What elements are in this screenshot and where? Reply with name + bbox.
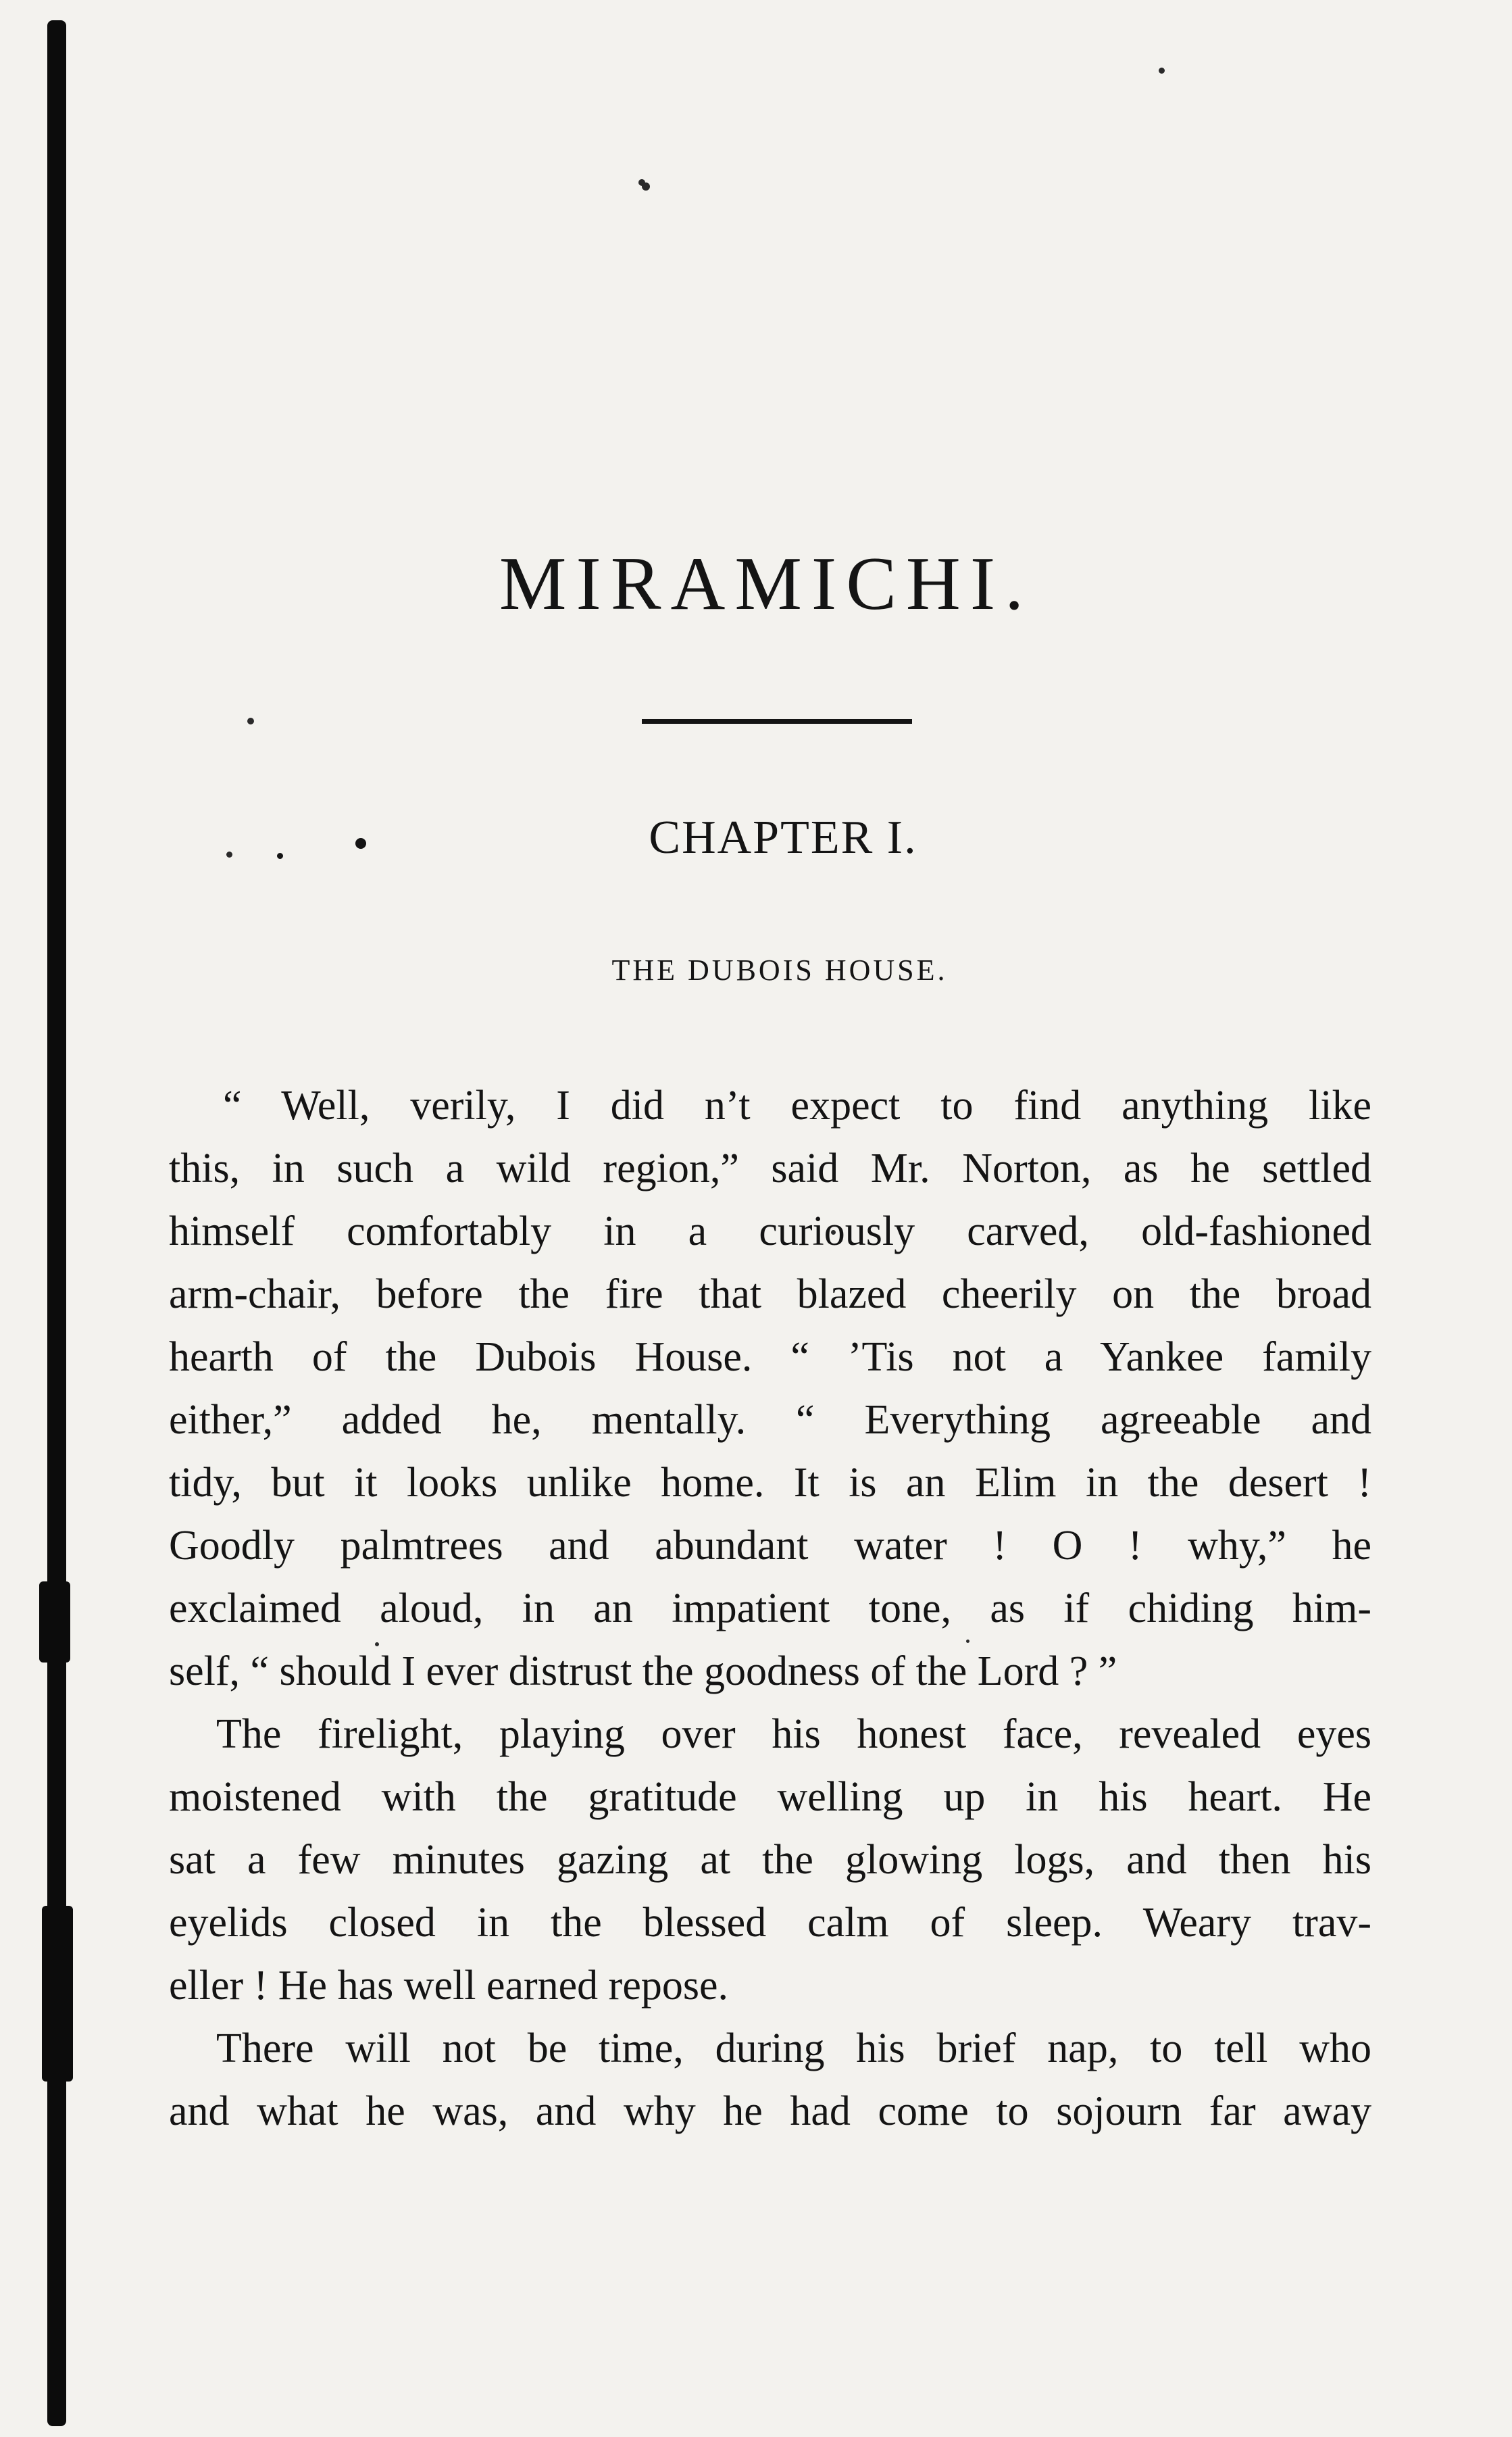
text-line: either,” added he, mentally. “ Everything agreeable and <box>169 1397 1371 1443</box>
text-line: sat a few minutes gazing at the glowing logs, and then his <box>169 1837 1371 1883</box>
text-line: Goodly palmtrees and abundant water ! O ! why,” he <box>169 1523 1371 1569</box>
text-line: eller ! He has well earned repose. <box>169 1963 728 2009</box>
text-line: arm-chair, before the fire that blazed cheerily on the broad <box>169 1271 1371 1317</box>
text-line: hearth of the Dubois House. “ ’Tis not a Yankee family <box>169 1334 1371 1380</box>
chapter-heading: THE DUBOIS HOUSE. <box>611 954 948 987</box>
text-line: tidy, but it looks unlike home. It is an Elim in the desert ! <box>169 1460 1371 1506</box>
text-line: himself comfortably in a curiously carved, old-fashioned <box>169 1208 1371 1254</box>
text-line: “ Well, verily, I did n’t expect to find anything like <box>223 1083 1371 1129</box>
text-line: eyelids closed in the blessed calm of sleep. Weary trav- <box>169 1900 1371 1946</box>
binding-notch <box>42 1906 73 2082</box>
text-line: and what he was, and why he had come to sojourn far away <box>169 2088 1371 2134</box>
binding-notch <box>39 1581 70 1663</box>
text-line: self, “ should I ever distrust the goodness of the Lord ? ” <box>169 1648 1117 1694</box>
paper-speck <box>1159 68 1165 74</box>
body-text <box>169 1075 1371 2143</box>
book-title: MIRAMICHI. <box>499 542 1034 626</box>
text-line: exclaimed aloud, in an impatient tone, as if chiding him- <box>169 1585 1371 1631</box>
paper-speck <box>638 179 645 186</box>
text-line: There will not be time, during his brief nap, to tell who <box>216 2025 1371 2071</box>
paper-speck <box>247 718 254 724</box>
title-rule <box>642 719 912 724</box>
text-line: The firelight, playing over his honest face, revealed eyes <box>216 1711 1371 1757</box>
text-line: moistened with the gratitude welling up in his heart. He <box>169 1774 1371 1820</box>
chapter-number: CHAPTER I. <box>649 812 917 864</box>
text-line: this, in such a wild region,” said Mr. Norton, as he settled <box>169 1146 1371 1191</box>
